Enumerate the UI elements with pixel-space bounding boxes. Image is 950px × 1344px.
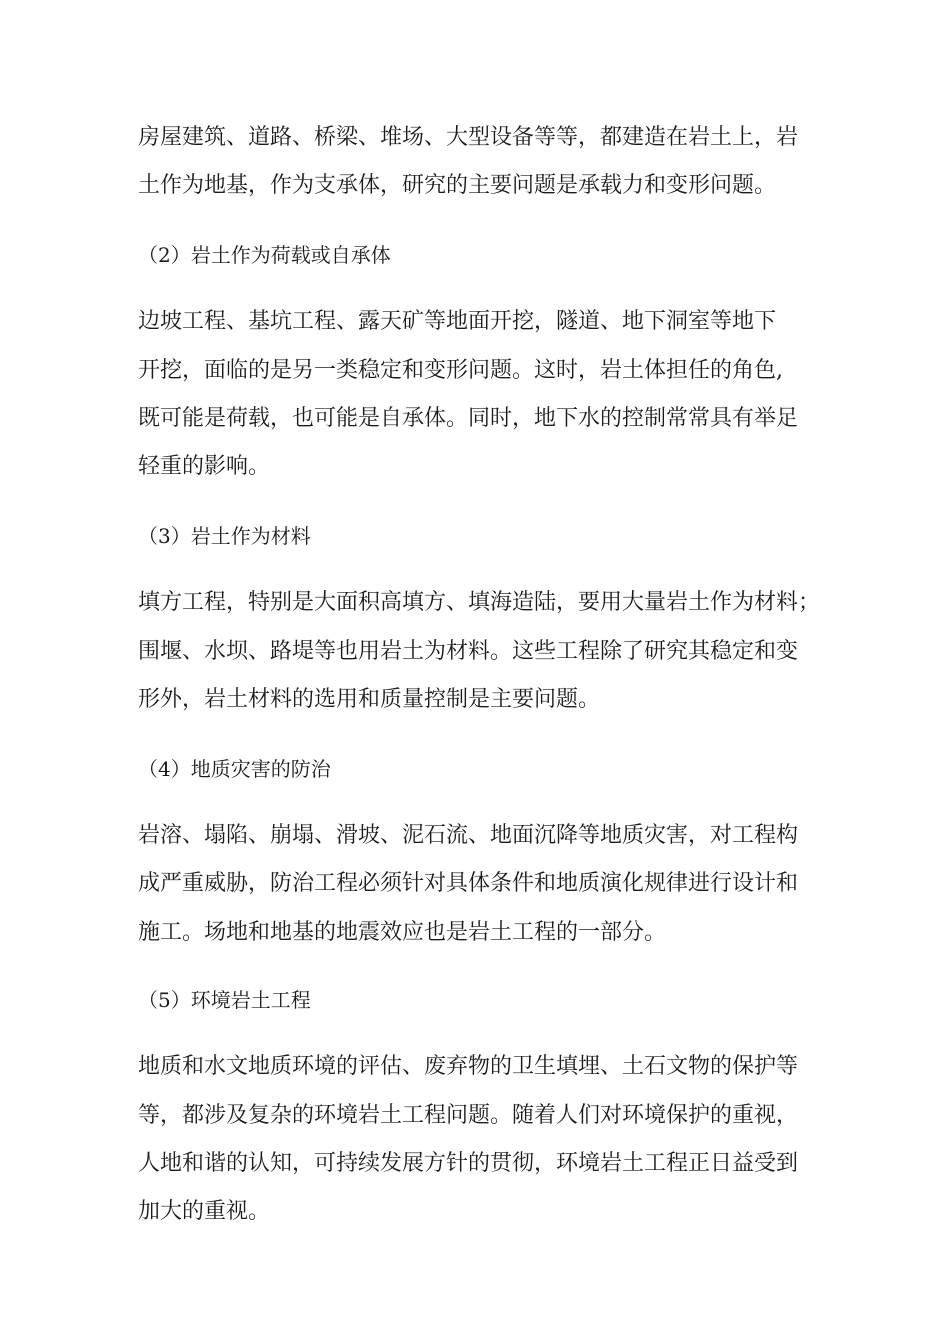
paragraph-line: 开挖，面临的是另一类稳定和变形问题。这时，岩土体担任的角色, [138, 358, 783, 383]
paragraph-line: 轻重的影响。 [138, 454, 271, 479]
paragraph-line: 既可能是荷载，也可能是自承体。同时，地下水的控制常常具有举足 [138, 406, 799, 431]
paragraph-line: 加大的重视。 [138, 1199, 271, 1224]
paragraph-line: 形外，岩土材料的选用和质量控制是主要问题。 [138, 687, 601, 712]
section-heading: （2）岩土作为荷载或自承体 [138, 243, 391, 267]
paragraph-line: 地质和水文地质环境的评估、废弃物的卫生填埋、土石文物的保护等 [138, 1054, 799, 1079]
paragraph-line: 围堰、水坝、路堤等也用岩土为材料。这些工程除了研究其稳定和变 [138, 639, 799, 664]
paragraph-line: 岩溶、塌陷、崩塌、滑坡、泥石流、地面沉降等地质灾害，对工程构 [138, 823, 799, 848]
paragraph-line: 等，都涉及复杂的环境岩土工程问题。随着人们对环境保护的重视， [138, 1103, 799, 1128]
section-heading: （4）地质灾害的防治 [138, 757, 331, 781]
section-heading: （5）环境岩土工程 [138, 988, 311, 1012]
paragraph-line: 土作为地基，作为支承体，研究的主要问题是承载力和变形问题。 [138, 173, 777, 198]
paragraph-line: 施工。场地和地基的地震效应也是岩土工程的一部分。 [138, 920, 667, 945]
paragraph-line: 边坡工程、基坑工程、露天矿等地面开挖，隧道、地下洞室等地下 [138, 309, 777, 334]
paragraph-line: 成严重威胁，防治工程必须针对具体条件和地质演化规律进行设计和 [138, 871, 799, 896]
paragraph-line: 房屋建筑、道路、桥梁、堆场、大型设备等等，都建造在岩土上，岩 [138, 125, 799, 150]
section-heading: （3）岩土作为材料 [138, 524, 311, 548]
paragraph-line: 人地和谐的认知，可持续发展方针的贯彻，环境岩土工程正日益受到 [138, 1151, 799, 1176]
paragraph-line: 填方工程，特别是大面积高填方、填海造陆，要用大量岩土作为材料； [138, 590, 821, 615]
